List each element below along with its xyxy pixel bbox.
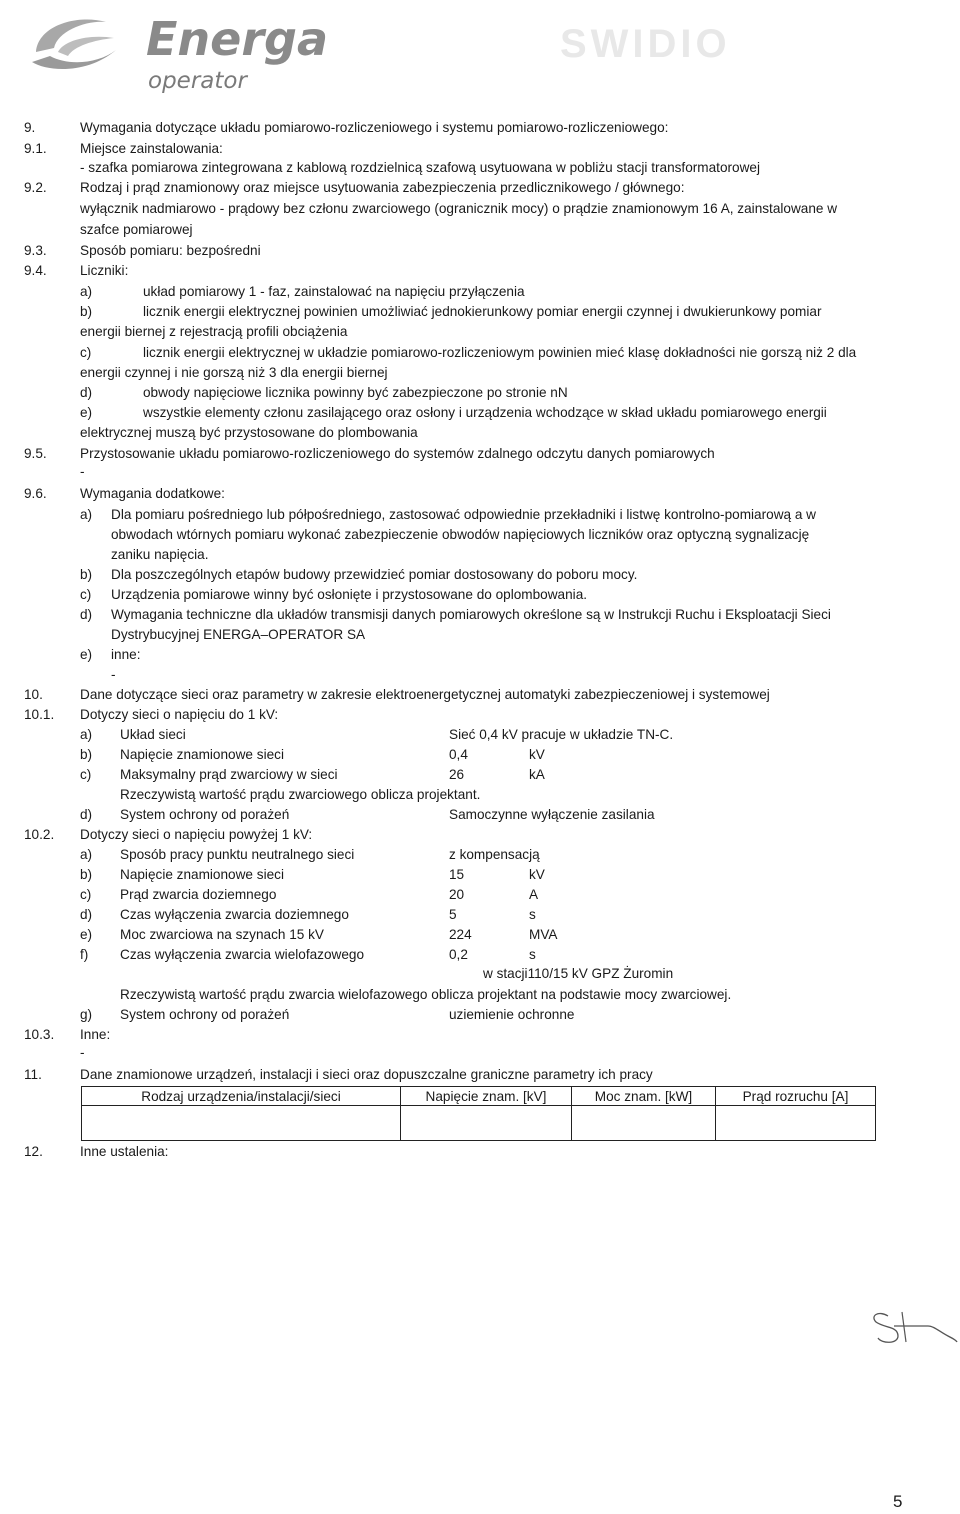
list-item-line: wszystkie elementy członu zasilającego oraz osłony i urządzenia wchodzące w skład układu pomiarowego energii — [143, 405, 827, 420]
table-header-cell: Moc znam. [kW] — [572, 1087, 716, 1106]
list-letter: d) — [80, 607, 93, 622]
list-letter: d) — [80, 907, 93, 922]
section-number: 9. — [24, 120, 36, 135]
parameter-value: Sieć 0,4 kV pracuje w układzie TN-C. — [449, 727, 674, 742]
section-text: Sposób pomiaru: bezpośredni — [80, 243, 261, 258]
section-text: Inne: — [80, 1027, 111, 1042]
table-header-cell: Rodzaj urządzenia/instalacji/sieci — [82, 1087, 401, 1106]
equipment-parameters-table — [81, 1086, 876, 1141]
list-item-line: licznik energii elektrycznej powinien umożliwiać jednokierunkowy pomiar energii czynnej i dwukierunkowy pomiar — [143, 304, 822, 319]
parameter-unit: kA — [529, 767, 545, 782]
parameter-note: Rzeczywistą wartość prądu zwarciowego oblicza projektant. — [120, 787, 481, 802]
list-letter: b) — [80, 747, 93, 762]
list-item-line: Urządzenia pomiarowe winny być osłonięte i przystosowane do oplombowania. — [111, 587, 588, 602]
section-number: 9.5. — [24, 446, 47, 461]
list-item-line: Wymagania techniczne dla układów transmisji danych pomiarowych określone są w Instrukcji Ruchu i Eksploatacji Sieci — [111, 607, 831, 622]
parameter-unit: kV — [529, 867, 545, 882]
parameter-label: Czas wyłączenia zwarcia wielofazowego — [120, 947, 365, 962]
list-item-line: elektrycznej muszą być przystosowane do plombowania — [80, 425, 418, 440]
parameter-label: Moc zwarciowa na szynach 15 kV — [120, 927, 324, 942]
table-cell — [401, 1106, 572, 1141]
parameter-value: uziemienie ochronne — [449, 1007, 575, 1022]
section-text: Dane dotyczące sieci oraz parametry w zakresie elektroenergetycznej automatyki zabezpieczeniowej i systemowej — [80, 687, 770, 702]
list-item-line: zaniku napięcia. — [111, 547, 209, 562]
energa-swoosh-icon — [28, 12, 120, 78]
list-letter: d) — [80, 385, 93, 400]
parameter-value: 224 — [449, 927, 472, 942]
list-letter: f) — [80, 947, 89, 962]
list-letter: b) — [80, 304, 93, 319]
table-cell — [716, 1106, 876, 1141]
section-text: Miejsce zainstalowania: — [80, 141, 223, 156]
table-row — [82, 1106, 876, 1141]
empty-value-dash: - — [80, 1045, 85, 1060]
parameter-value: 0,2 — [449, 947, 468, 962]
section-text: Dotyczy sieci o napięciu powyżej 1 kV: — [80, 827, 313, 842]
parameter-unit: MVA — [529, 927, 558, 942]
parameter-value: 0,4 — [449, 747, 468, 762]
section-number: 9.4. — [24, 263, 47, 278]
list-letter: c) — [80, 767, 92, 782]
list-letter: c) — [80, 587, 92, 602]
parameter-label: Sposób pracy punktu neutralnego sieci — [120, 847, 355, 862]
list-item-line: licznik energii elektrycznej w układzie pomiarowo-rozliczeniowym powinien mieć klasę dokładności nie gorszą niż 2 dla — [143, 345, 857, 360]
table-header-cell: Prąd rozruchu [A] — [716, 1087, 876, 1106]
list-item-line: obwodach wtórnych pomiaru wykonać zabezpieczenie obwodów napięciowych liczników oraz optyczną sygnalizację — [111, 527, 810, 542]
section-number: 9.3. — [24, 243, 47, 258]
section-text: Rodzaj i prąd znamionowy oraz miejsce usytuowania zabezpieczenia przedlicznikowego / głównego: — [80, 180, 685, 195]
section-number: 11. — [24, 1067, 42, 1082]
parameter-value: 20 — [449, 887, 465, 902]
list-letter: a) — [80, 727, 93, 742]
parameter-value: z kompensacją — [449, 847, 540, 862]
table-cell — [572, 1106, 716, 1141]
list-item-line: Dystrybucyjnej ENERGA–OPERATOR SA — [111, 627, 366, 642]
list-item-line: inne: — [111, 647, 141, 662]
section-number: 10.1. — [24, 707, 55, 722]
logo-subtitle: operator — [148, 68, 247, 94]
section-number: 10. — [24, 687, 43, 702]
handwritten-signature — [868, 1302, 958, 1352]
parameter-label: System ochrony od porażeń — [120, 1007, 290, 1022]
list-item-line: obwody napięciowe licznika powinny być zabezpieczone po stronie nN — [143, 385, 568, 400]
parameter-unit: s — [529, 907, 536, 922]
parameter-label: Układ sieci — [120, 727, 186, 742]
section-number: 10.3. — [24, 1027, 55, 1042]
faint-watermark: SWIDIO — [560, 22, 731, 66]
list-letter: a) — [80, 507, 93, 522]
section-text: wyłącznik nadmiarowo - prądowy bez członu zwarciowego (ogranicznik mocy) o prądzie znamionowym 16 A, zainstalowane w — [80, 201, 838, 216]
parameter-label: Napięcie znamionowe sieci — [120, 867, 284, 882]
section-number: 9.1. — [24, 141, 47, 156]
section-text: Wymagania dodatkowe: — [80, 486, 225, 501]
list-letter: e) — [80, 405, 93, 420]
empty-value-dash: - — [111, 667, 116, 682]
section-number: 9.2. — [24, 180, 47, 195]
list-letter: b) — [80, 867, 93, 882]
section-text: Inne ustalenia: — [80, 1144, 169, 1159]
list-letter: a) — [80, 284, 93, 299]
section-text: szafce pomiarowej — [80, 222, 193, 237]
parameter-value: 15 — [449, 867, 465, 882]
section-text: Dotyczy sieci o napięciu do 1 kV: — [80, 707, 279, 722]
list-letter: a) — [80, 847, 93, 862]
table-header-row — [82, 1087, 876, 1106]
section-text: Przystosowanie układu pomiarowo-rozliczeniowego do systemów zdalnego odczytu danych pomiarowych — [80, 446, 715, 461]
section-text: - szafka pomiarowa zintegrowana z kablową rozdzielnicą szafową usytuowana w pobliżu stacji transformatorowej — [80, 160, 761, 175]
list-item-line: energii biernej z rejestracją profili obciążenia — [80, 324, 348, 339]
parameter-note: Rzeczywistą wartość prądu zwarcia wielofazowego oblicza projektant na podstawie mocy zwarciowej. — [120, 987, 732, 1002]
section-number: 10.2. — [24, 827, 55, 842]
parameter-label: Prąd zwarcia doziemnego — [120, 887, 277, 902]
empty-value-dash: - — [80, 464, 85, 479]
list-letter: e) — [80, 647, 93, 662]
parameter-label: Czas wyłączenia zwarcia doziemnego — [120, 907, 349, 922]
list-letter: c) — [80, 345, 92, 360]
list-item-line: energii czynnej i nie gorszą niż 3 dla energii biernej — [80, 365, 388, 380]
page-number: 5 — [893, 1492, 903, 1511]
list-letter: d) — [80, 807, 93, 822]
station-name: w stacji110/15 kV GPZ Żuromin — [483, 966, 674, 981]
list-item-line: Dla poszczególnych etapów budowy przewidzieć pomiar dostosowany do poboru mocy. — [111, 567, 638, 582]
list-letter: g) — [80, 1007, 93, 1022]
parameter-unit: s — [529, 947, 536, 962]
section-text: Wymagania dotyczące układu pomiarowo-rozliczeniowego i systemu pomiarowo-rozliczeniowego: — [80, 120, 669, 135]
energa-operator-logo — [28, 8, 329, 98]
parameter-value: 26 — [449, 767, 465, 782]
table-header-cell: Napięcie znam. [kV] — [401, 1087, 572, 1106]
list-item-line: układ pomiarowy 1 - faz, zainstalować na napięciu przyłączenia — [143, 284, 525, 299]
section-text: Liczniki: — [80, 263, 129, 278]
parameter-unit: A — [529, 887, 539, 902]
table-cell — [82, 1106, 401, 1141]
logo-name: Energa — [146, 12, 329, 66]
list-letter: e) — [80, 927, 93, 942]
section-number: 12. — [24, 1144, 43, 1159]
parameter-label: Maksymalny prąd zwarciowy w sieci — [120, 767, 338, 782]
list-item-line: Dla pomiaru pośredniego lub półpośredniego, zastosować odpowiednie przekładniki i listwę kontrolno-pomiarową a w — [111, 507, 817, 522]
list-letter: b) — [80, 567, 93, 582]
list-letter: c) — [80, 887, 92, 902]
parameter-unit: kV — [529, 747, 545, 762]
parameter-label: System ochrony od porażeń — [120, 807, 290, 822]
section-text: Dane znamionowe urządzeń, instalacji i sieci oraz dopuszczalne graniczne parametry ich pracy — [80, 1067, 653, 1082]
parameter-value: 5 — [449, 907, 457, 922]
parameter-label: Napięcie znamionowe sieci — [120, 747, 284, 762]
section-number: 9.6. — [24, 486, 47, 501]
parameter-value: Samoczynne wyłączenie zasilania — [449, 807, 655, 822]
